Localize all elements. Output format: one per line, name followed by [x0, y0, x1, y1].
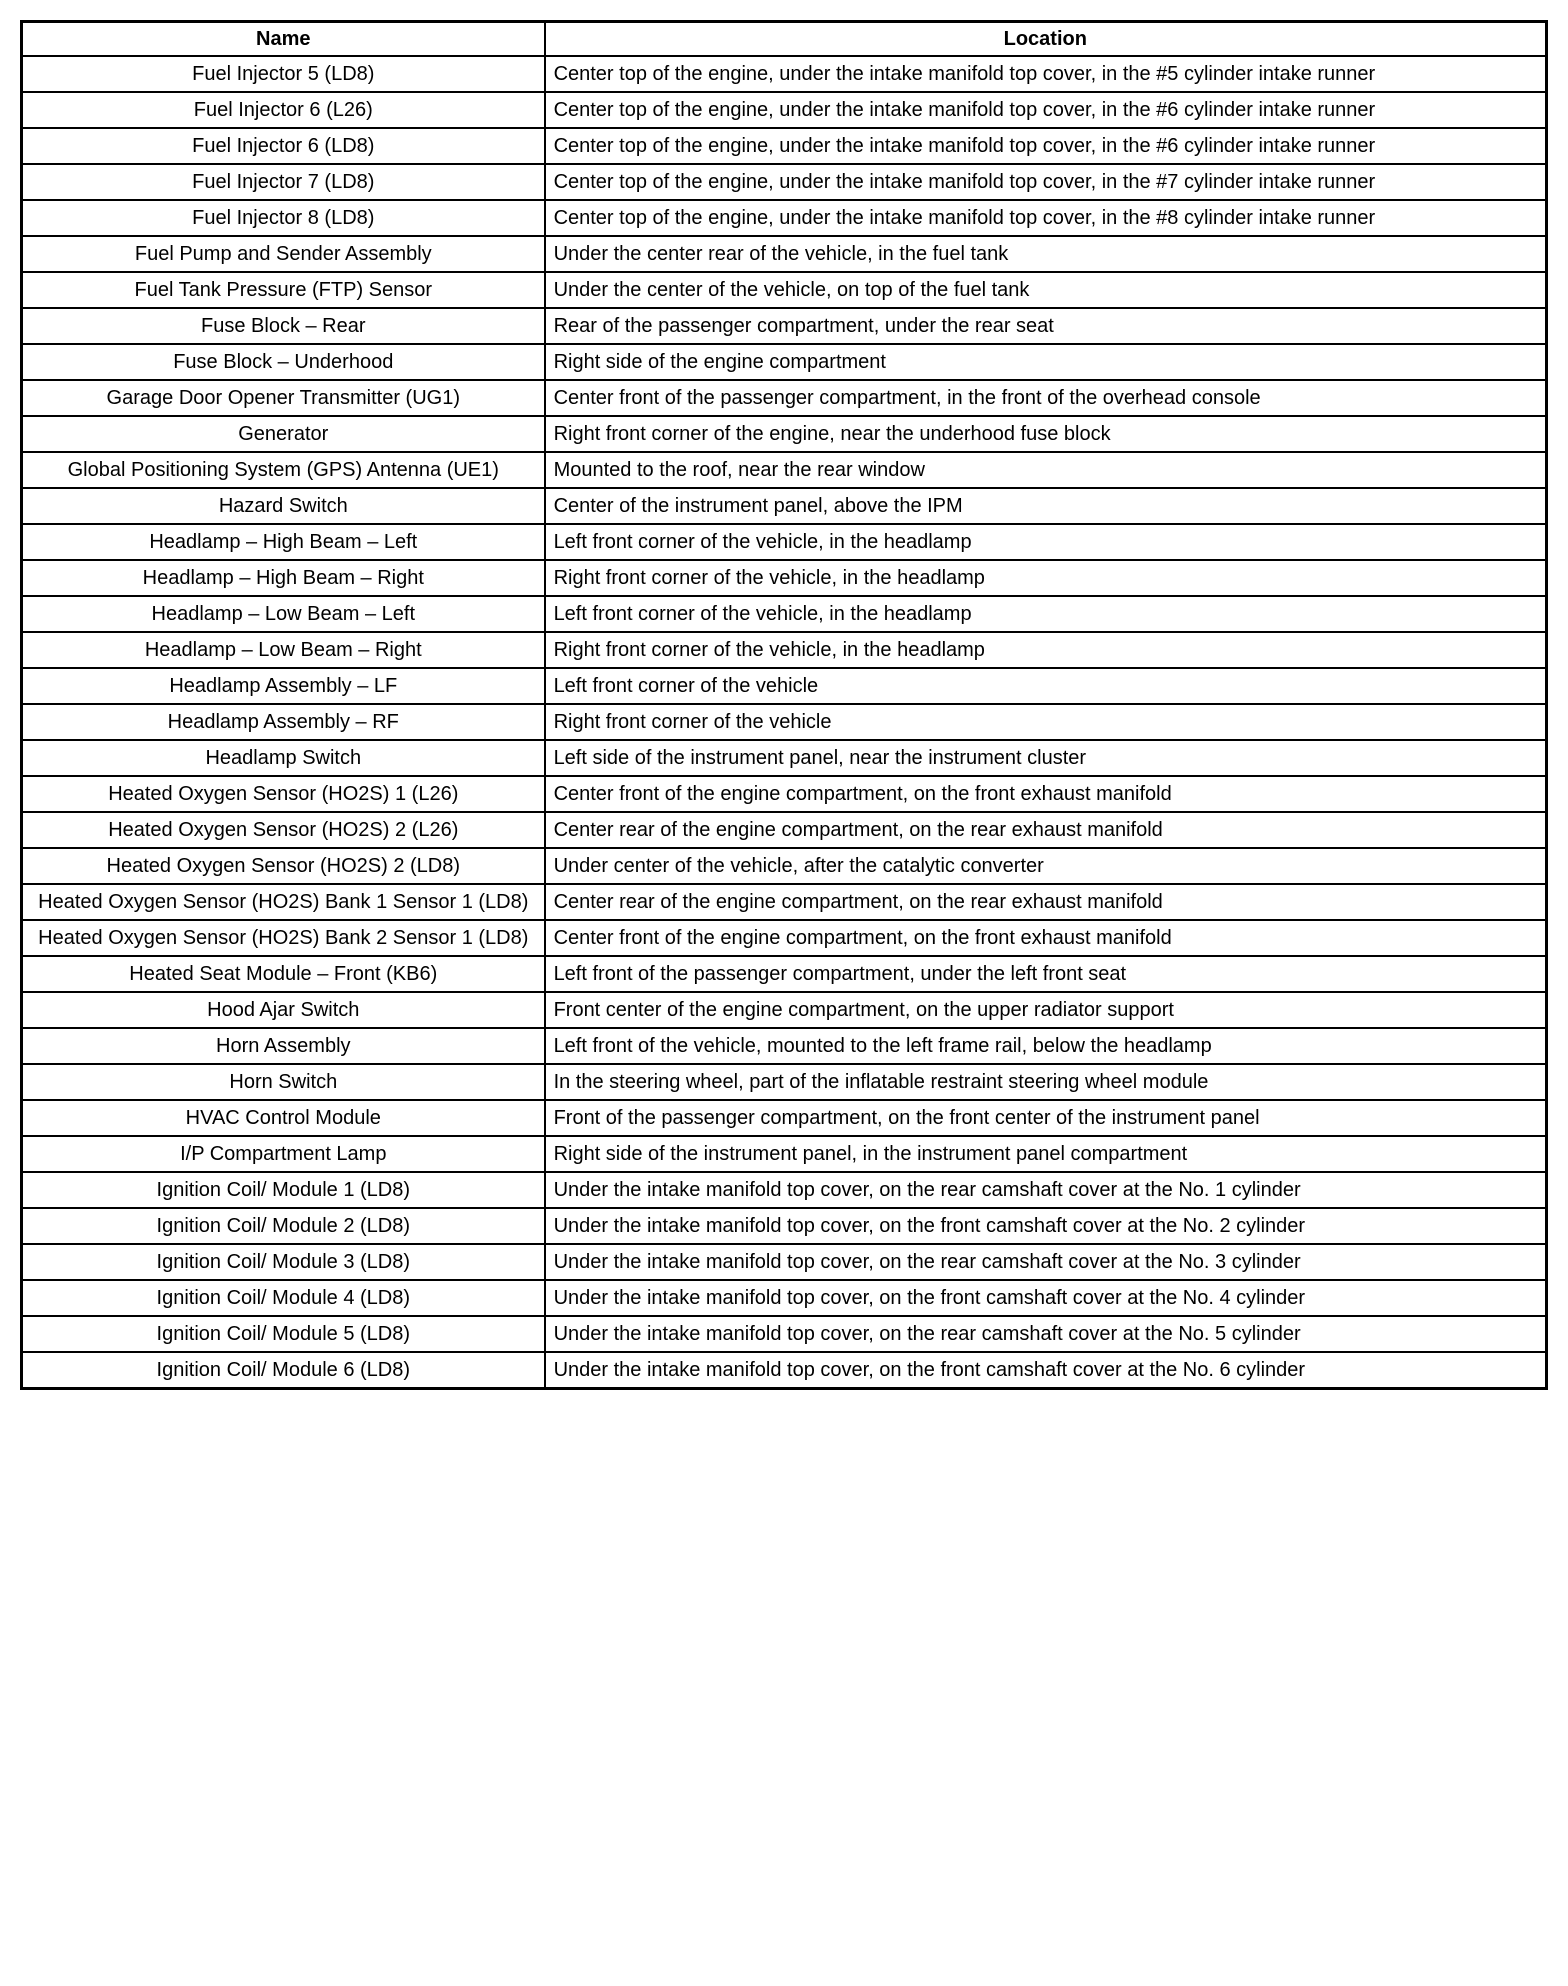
table-row: [22, 740, 1547, 776]
component-location-cell: Center rear of the engine compartment, on the rear exhaust manifold: [545, 884, 1547, 920]
component-location-cell: Under the intake manifold top cover, on the rear camshaft cover at the No. 1 cylinder: [545, 1172, 1547, 1208]
column-header-location: Location: [545, 22, 1547, 57]
table-row: [22, 776, 1547, 812]
table-row: [22, 344, 1547, 380]
table-row: [22, 488, 1547, 524]
component-location-cell: Left front corner of the vehicle, in the headlamp: [545, 524, 1547, 560]
component-name-cell: Ignition Coil/ Module 3 (LD8): [22, 1244, 545, 1280]
component-name-cell: Ignition Coil/ Module 2 (LD8): [22, 1208, 545, 1244]
component-name-cell: Ignition Coil/ Module 5 (LD8): [22, 1316, 545, 1352]
table-row: [22, 1100, 1547, 1136]
table-row: [22, 272, 1547, 308]
component-location-cell: Under the intake manifold top cover, on the front camshaft cover at the No. 6 cylinder: [545, 1352, 1547, 1389]
table-row: [22, 416, 1547, 452]
table-row: [22, 1064, 1547, 1100]
component-location-cell: Right front corner of the vehicle, in the headlamp: [545, 632, 1547, 668]
table-row: [22, 668, 1547, 704]
table-row: [22, 380, 1547, 416]
table-row: [22, 848, 1547, 884]
component-name-cell: Fuel Injector 6 (L26): [22, 92, 545, 128]
component-name-cell: Fuse Block – Rear: [22, 308, 545, 344]
table-row: [22, 992, 1547, 1028]
table-row: [22, 1028, 1547, 1064]
table-row: [22, 1280, 1547, 1316]
component-name-cell: I/P Compartment Lamp: [22, 1136, 545, 1172]
component-location-cell: Right front corner of the engine, near the underhood fuse block: [545, 416, 1547, 452]
table-row: [22, 308, 1547, 344]
component-location-cell: Center top of the engine, under the intake manifold top cover, in the #6 cylinder intake runner: [545, 128, 1547, 164]
component-name-cell: Horn Assembly: [22, 1028, 545, 1064]
component-location-cell: Front center of the engine compartment, on the upper radiator support: [545, 992, 1547, 1028]
component-name-cell: Generator: [22, 416, 545, 452]
table-row: [22, 524, 1547, 560]
component-name-cell: Fuel Injector 6 (LD8): [22, 128, 545, 164]
table-row: [22, 812, 1547, 848]
table-body: [22, 56, 1547, 1389]
component-name-cell: Ignition Coil/ Module 1 (LD8): [22, 1172, 545, 1208]
table-row: [22, 1316, 1547, 1352]
component-location-cell: Center top of the engine, under the intake manifold top cover, in the #5 cylinder intake runner: [545, 56, 1547, 92]
component-location-table: [20, 20, 1548, 1390]
component-name-cell: Heated Oxygen Sensor (HO2S) 2 (LD8): [22, 848, 545, 884]
table-row: [22, 1352, 1547, 1389]
component-location-cell: Right front corner of the vehicle: [545, 704, 1547, 740]
component-name-cell: Fuse Block – Underhood: [22, 344, 545, 380]
table-row: [22, 956, 1547, 992]
component-name-cell: Heated Oxygen Sensor (HO2S) 2 (L26): [22, 812, 545, 848]
table-row: [22, 452, 1547, 488]
component-name-cell: Heated Oxygen Sensor (HO2S) Bank 2 Sensor 1 (LD8): [22, 920, 545, 956]
table-row: [22, 164, 1547, 200]
component-location-cell: Right front corner of the vehicle, in the headlamp: [545, 560, 1547, 596]
component-location-cell: Center top of the engine, under the intake manifold top cover, in the #7 cylinder intake runner: [545, 164, 1547, 200]
component-name-cell: Fuel Injector 8 (LD8): [22, 200, 545, 236]
component-name-cell: Headlamp – High Beam – Right: [22, 560, 545, 596]
component-location-cell: Left front of the vehicle, mounted to the left frame rail, below the headlamp: [545, 1028, 1547, 1064]
component-location-cell: In the steering wheel, part of the inflatable restraint steering wheel module: [545, 1064, 1547, 1100]
component-name-cell: Headlamp Assembly – LF: [22, 668, 545, 704]
component-name-cell: Global Positioning System (GPS) Antenna (UE1): [22, 452, 545, 488]
table-row: [22, 920, 1547, 956]
component-name-cell: Horn Switch: [22, 1064, 545, 1100]
component-name-cell: Heated Oxygen Sensor (HO2S) 1 (L26): [22, 776, 545, 812]
component-location-cell: Center top of the engine, under the intake manifold top cover, in the #8 cylinder intake runner: [545, 200, 1547, 236]
component-name-cell: Fuel Pump and Sender Assembly: [22, 236, 545, 272]
component-name-cell: Heated Seat Module – Front (KB6): [22, 956, 545, 992]
table-row: [22, 236, 1547, 272]
component-name-cell: Fuel Tank Pressure (FTP) Sensor: [22, 272, 545, 308]
table-row: [22, 1172, 1547, 1208]
component-location-cell: Center rear of the engine compartment, on the rear exhaust manifold: [545, 812, 1547, 848]
table-row: [22, 56, 1547, 92]
table-row: [22, 704, 1547, 740]
component-name-cell: Fuel Injector 7 (LD8): [22, 164, 545, 200]
table-row: [22, 128, 1547, 164]
component-location-cell: Under the intake manifold top cover, on the front camshaft cover at the No. 4 cylinder: [545, 1280, 1547, 1316]
table-row: [22, 92, 1547, 128]
component-location-cell: Right side of the engine compartment: [545, 344, 1547, 380]
component-location-cell: Left front corner of the vehicle: [545, 668, 1547, 704]
component-location-cell: Left front corner of the vehicle, in the headlamp: [545, 596, 1547, 632]
component-location-cell: Rear of the passenger compartment, under the rear seat: [545, 308, 1547, 344]
component-location-cell: Under center of the vehicle, after the catalytic converter: [545, 848, 1547, 884]
component-location-cell: Center front of the passenger compartment, in the front of the overhead console: [545, 380, 1547, 416]
component-location-cell: Under the intake manifold top cover, on the rear camshaft cover at the No. 5 cylinder: [545, 1316, 1547, 1352]
component-location-cell: Left front of the passenger compartment, under the left front seat: [545, 956, 1547, 992]
table-row: [22, 560, 1547, 596]
table-row: [22, 1136, 1547, 1172]
table-row: [22, 632, 1547, 668]
component-name-cell: HVAC Control Module: [22, 1100, 545, 1136]
component-location-cell: Center front of the engine compartment, on the front exhaust manifold: [545, 920, 1547, 956]
component-name-cell: Hood Ajar Switch: [22, 992, 545, 1028]
component-location-cell: Left side of the instrument panel, near the instrument cluster: [545, 740, 1547, 776]
component-location-cell: Mounted to the roof, near the rear window: [545, 452, 1547, 488]
component-name-cell: Headlamp – Low Beam – Left: [22, 596, 545, 632]
component-name-cell: Headlamp Assembly – RF: [22, 704, 545, 740]
component-location-cell: Front of the passenger compartment, on the front center of the instrument panel: [545, 1100, 1547, 1136]
table-row: [22, 1208, 1547, 1244]
component-name-cell: Ignition Coil/ Module 4 (LD8): [22, 1280, 545, 1316]
component-location-cell: Under the intake manifold top cover, on the front camshaft cover at the No. 2 cylinder: [545, 1208, 1547, 1244]
component-location-cell: Under the center rear of the vehicle, in the fuel tank: [545, 236, 1547, 272]
component-name-cell: Garage Door Opener Transmitter (UG1): [22, 380, 545, 416]
component-location-cell: Center front of the engine compartment, on the front exhaust manifold: [545, 776, 1547, 812]
table-row: [22, 1244, 1547, 1280]
component-location-cell: Under the center of the vehicle, on top of the fuel tank: [545, 272, 1547, 308]
column-header-name: Name: [22, 22, 545, 57]
component-name-cell: Heated Oxygen Sensor (HO2S) Bank 1 Sensor 1 (LD8): [22, 884, 545, 920]
component-name-cell: Hazard Switch: [22, 488, 545, 524]
component-name-cell: Fuel Injector 5 (LD8): [22, 56, 545, 92]
component-location-cell: Center of the instrument panel, above the IPM: [545, 488, 1547, 524]
component-name-cell: Headlamp – Low Beam – Right: [22, 632, 545, 668]
component-location-cell: Right side of the instrument panel, in the instrument panel compartment: [545, 1136, 1547, 1172]
table-row: [22, 200, 1547, 236]
component-name-cell: Ignition Coil/ Module 6 (LD8): [22, 1352, 545, 1389]
component-location-cell: Center top of the engine, under the intake manifold top cover, in the #6 cylinder intake runner: [545, 92, 1547, 128]
component-name-cell: Headlamp – High Beam – Left: [22, 524, 545, 560]
table-row: [22, 596, 1547, 632]
component-location-cell: Under the intake manifold top cover, on the rear camshaft cover at the No. 3 cylinder: [545, 1244, 1547, 1280]
component-name-cell: Headlamp Switch: [22, 740, 545, 776]
table-header-row: [22, 22, 1547, 57]
table-row: [22, 884, 1547, 920]
